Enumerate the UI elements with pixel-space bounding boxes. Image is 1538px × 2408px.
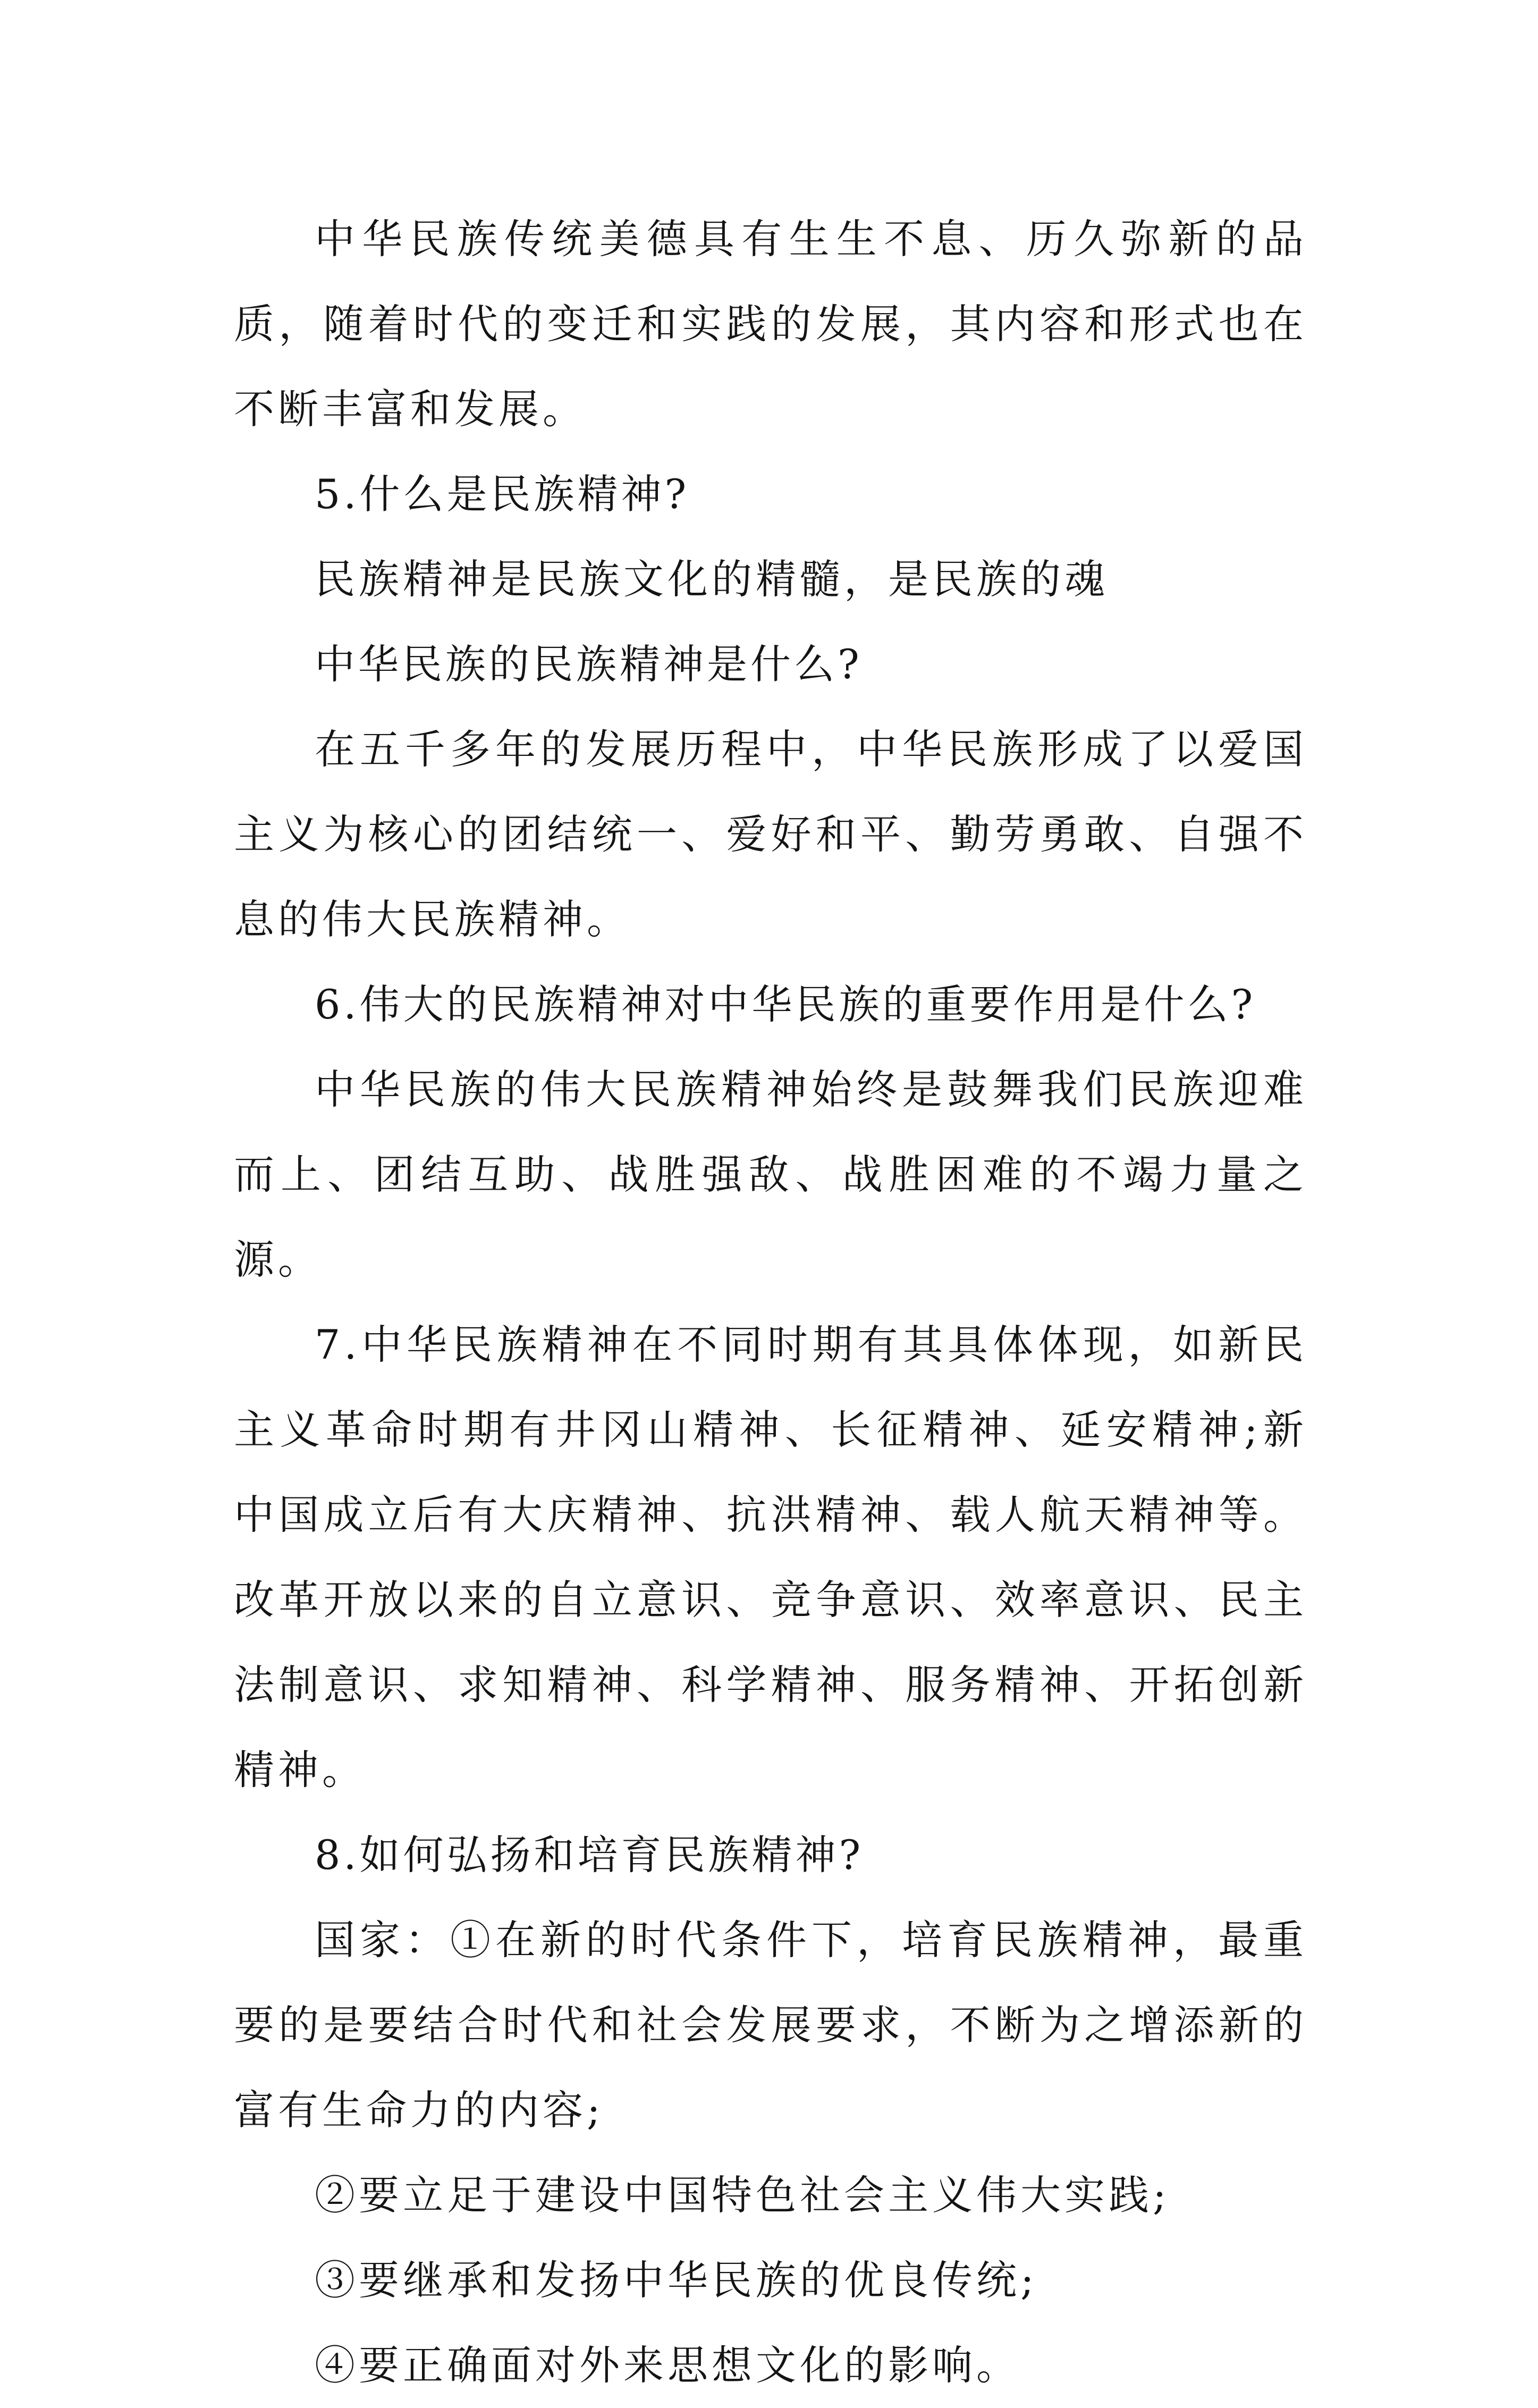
answer-8-point-4: ④要正确面对外来思想文化的影响。 bbox=[315, 2342, 1020, 2389]
paragraph-virtue-development: 中华民族传统美德具有生生不息、历久弥新的品质，随着时代的变迁和实践的发展，其内容和形式也在不断丰富和发展。 bbox=[234, 215, 1307, 433]
answer-8-point-1: 国家：①在新的时代条件下，培育民族精神，最重要的是要结合时代和社会发展要求，不断为之增添新的富有生命力的内容; bbox=[234, 1916, 1307, 2134]
question-5-heading: 5.什么是民族精神? bbox=[315, 470, 690, 518]
answer-5-paragraph: 民族精神是民族文化的精髓，是民族的魂 bbox=[315, 555, 1109, 603]
question-8-heading: 8.如何弘扬和培育民族精神? bbox=[315, 1831, 864, 1879]
answer-8-point-2: ②要立足于建设中国特色社会主义伟大实践; bbox=[315, 2171, 1170, 2219]
question-chinese-spirit: 中华民族的民族精神是什么? bbox=[315, 641, 863, 688]
answer-chinese-spirit-paragraph: 在五千多年的发展历程中，中华民族形成了以爱国主义为核心的团结统一、爱好和平、勤劳勇敢、自强不息的伟大民族精神。 bbox=[234, 726, 1307, 943]
question-6-heading: 6.伟大的民族精神对中华民族的重要作用是什么? bbox=[315, 981, 1256, 1028]
item-7-paragraph: 7.中华民族精神在不同时期有其具体体现，如新民主义革命时期有井冈山精神、长征精神、延安精神;新中国成立后有大庆精神、抗洪精神、载人航天精神等。改革开放以来的自立意识、竞争意识、效率意识、民主法制意识、求知精神、科学精神、服务精神、开拓创新精神。 bbox=[234, 1321, 1307, 1794]
answer-6-paragraph: 中华民族的伟大民族精神始终是鼓舞我们民族迎难而上、团结互助、战胜强敌、战胜困难的不竭力量之源。 bbox=[234, 1066, 1307, 1283]
document-body bbox=[234, 197, 1307, 2408]
answer-8-point-3: ③要继承和发扬中华民族的优良传统; bbox=[315, 2257, 1038, 2304]
